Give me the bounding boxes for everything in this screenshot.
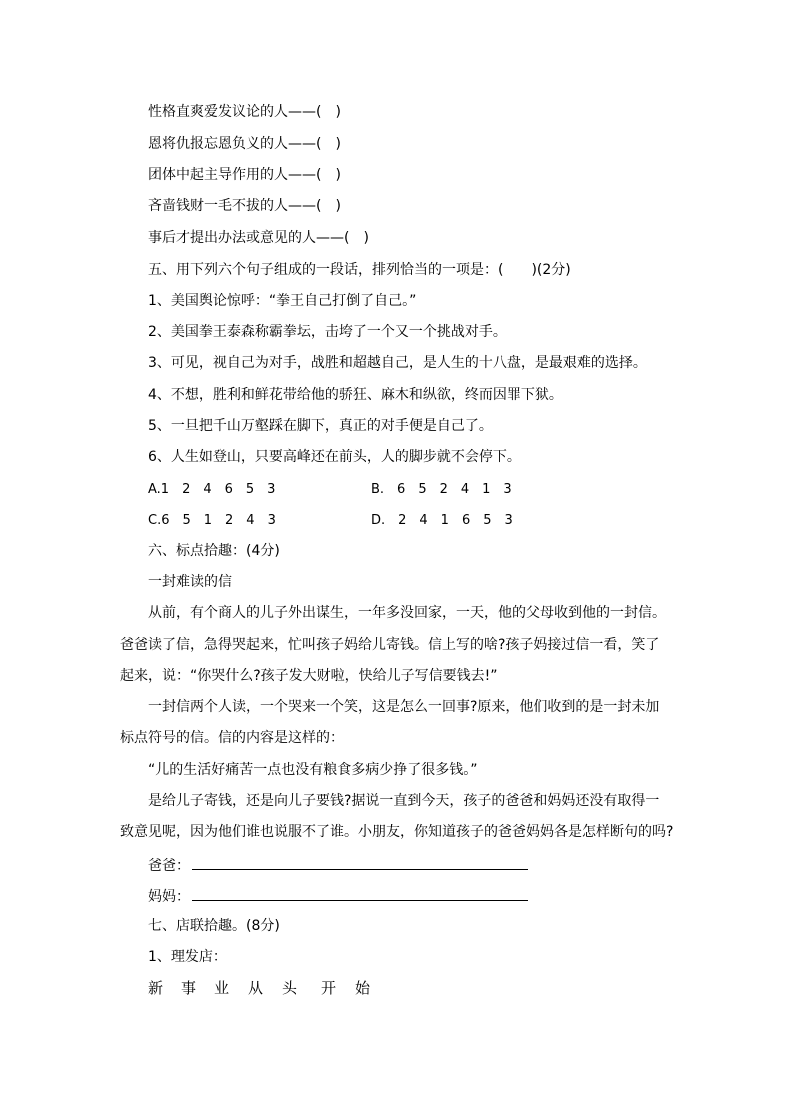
story-para3-line1: 是给儿子寄钱，还是向儿子要钱?据说一直到今天，孩子的爸爸和妈妈还没有取得一 (148, 793, 660, 809)
match-item-3: 团体中起主导作用的人——( ) (148, 167, 341, 183)
couplet-char: 事 (181, 979, 197, 997)
couplet-char: 头 (282, 979, 298, 997)
letter-content: “儿的生活好痛苦一点也没有粮食多病少挣了很多钱。” (148, 762, 478, 778)
dad-label: 爸爸： (148, 858, 190, 874)
match-item-1: 性格直爽爱发议论的人——( ) (148, 104, 341, 120)
sentence-6: 6、人生如登山，只要高峰还在前头，人的脚步就不会停下。 (148, 449, 521, 465)
option-a: A.1 2 4 6 5 3 (148, 482, 276, 497)
couplet-char: 从 (248, 979, 264, 997)
couplet-char: 开 (321, 979, 337, 997)
dad-answer-row (148, 855, 528, 875)
mom-answer-blank[interactable] (192, 886, 528, 901)
story-para2-line2: 标点符号的信。信的内容是这样的： (120, 730, 344, 746)
section5-title: 五、用下列六个句子组成的一段话，排列恰当的一项是：( )(2分) (148, 262, 571, 278)
option-d: D. 2 4 1 6 5 3 (371, 513, 513, 528)
couplet-char: 新 (148, 979, 164, 997)
mom-answer-row (148, 886, 528, 906)
sentence-4: 4、不想，胜利和鲜花带给他的骄狂、麻木和纵欲，终而因罪下狱。 (148, 387, 563, 403)
mom-label: 妈妈： (148, 889, 190, 905)
sentence-3: 3、可见，视自己为对手，战胜和超越自己，是人生的十八盘，是最艰难的选择。 (148, 355, 647, 371)
sentence-5: 5、一旦把千山万壑踩在脚下，真正的对手便是自己了。 (148, 418, 493, 434)
story-para1-line1: 从前，有个商人的儿子外出谋生，一年多没回家，一天，他的父母收到他的一封信。 (148, 605, 666, 621)
section6-title: 六、标点拾趣：(4分) (148, 543, 280, 559)
option-b: B. 6 5 2 4 1 3 (371, 482, 512, 497)
story-title: 一封难读的信 (148, 574, 232, 590)
story-para2-line1: 一封信两个人读，一个哭来一个笑，这是怎么一回事?原来，他们收到的是一封未加 (148, 699, 660, 715)
story-para1-line3: 起来，说：“你哭什么?孩子发大财啦，快给儿子写信要钱去!” (120, 668, 498, 684)
dad-answer-blank[interactable] (192, 855, 528, 870)
couplet-char: 始 (355, 979, 371, 997)
sentence-1: 1、美国舆论惊呼：“拳王自己打倒了自己。” (148, 293, 417, 309)
match-item-2: 恩将仇报忘恩负义的人——( ) (148, 136, 341, 152)
section7-title: 七、店联拾趣。(8分) (148, 918, 280, 934)
match-item-4: 吝啬钱财一毛不拔的人——( ) (148, 198, 341, 214)
couplet-item-1: 1、理发店： (148, 949, 227, 965)
sentence-2: 2、美国拳王泰森称霸拳坛，击垮了一个又一个挑战对手。 (148, 324, 507, 340)
story-para1-line2: 爸爸读了信，急得哭起来，忙叫孩子妈给儿寄钱。信上写的啥?孩子妈接过信一看，笑了 (120, 637, 660, 653)
option-c: C.6 5 1 2 4 3 (148, 513, 276, 528)
story-para3-line2: 致意见呢，因为他们谁也说服不了谁。小朋友，你知道孩子的爸爸妈妈各是怎样断句的吗? (120, 824, 674, 840)
match-item-5: 事后才提出办法或意见的人——( ) (148, 230, 369, 246)
couplet-char: 业 (214, 979, 230, 997)
